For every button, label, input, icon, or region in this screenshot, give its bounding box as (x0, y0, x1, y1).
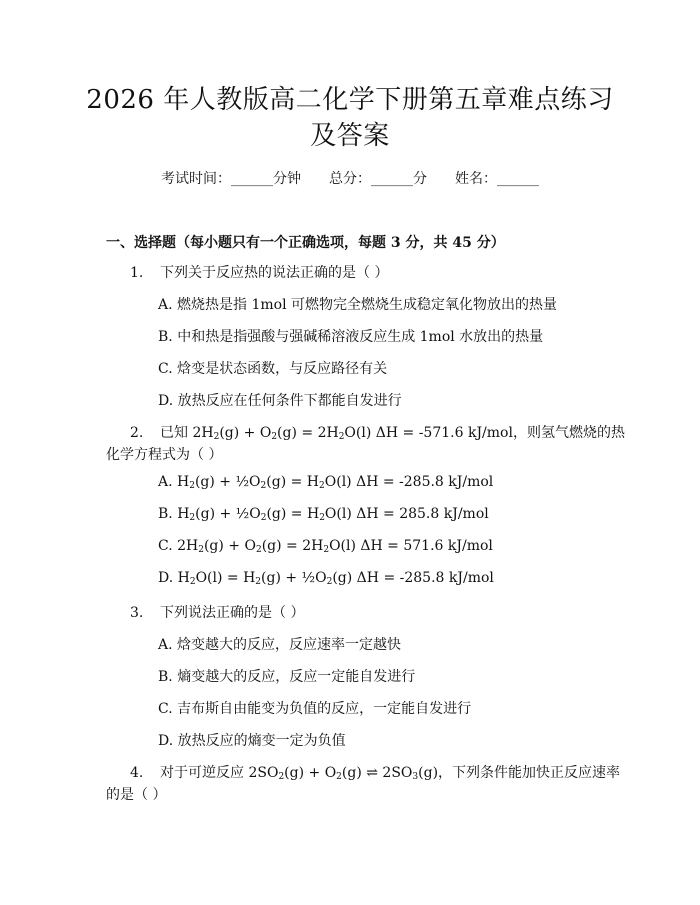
option-3a: A. 焓变越大的反应，反应速率一定越快 (158, 637, 402, 653)
subscript: 2 (271, 432, 278, 442)
question-3 (130, 602, 304, 622)
option-1d: D. 放热反应在任何条件下都能自发进行 (158, 393, 402, 409)
document-title-line-1: 2026 年人教版高二化学下册第五章难点练习 (86, 85, 614, 115)
document-title-line-2: 及答案 (310, 121, 390, 151)
subscript: 2 (278, 772, 285, 782)
question-number: 4. (130, 765, 144, 781)
question-2 (130, 422, 625, 442)
question-2-continuation: 化学方程式为（ ） (106, 447, 223, 463)
option-1a: A. 燃烧热是指 1mol 可燃物完全燃烧生成稳定氧化物放出的热量 (158, 297, 557, 313)
question-1 (130, 262, 388, 282)
question-4 (130, 762, 620, 782)
question-stem-part: O(l) ΔH = -571.6 kJ/mol，则氢气燃烧的热 (344, 425, 625, 441)
question-stem-part: (g) = 2H (277, 425, 339, 441)
option-1c: C. 焓变是状态函数，与反应路径有关 (158, 361, 388, 377)
exam-info-line (0, 168, 700, 188)
question-number: 3. (130, 605, 144, 621)
question-stem-part: 对于可逆反应 2SO (160, 765, 279, 781)
subscript: 3 (412, 772, 419, 782)
option-3c: C. 吉布斯自由能变为负值的反应，一定能自发进行 (158, 701, 472, 717)
option-2a: A. $H_2(g)$ + $\frac{1}{2}O_2(g) = H_2O(l) \Delta H = -285.8$ kJ/mol (158, 474, 494, 491)
question-stem-part: (g) ⇌ 2SO (341, 765, 413, 781)
question-stem: 下列说法正确的是（ ） (160, 605, 305, 621)
subscript: 2 (213, 432, 220, 442)
question-stem-part: (g) + O (284, 765, 337, 781)
student-name-field: 姓名：______ (455, 171, 539, 187)
question-number: 2. (130, 425, 144, 441)
option-2d: D. $H_2O(l) = H_2(g)$ + $\frac{1}{2}O_2(g) \Delta H = -285.8$ kJ/mol (158, 570, 494, 587)
section-heading: 一、选择题（每小题只有一个正确选项，每题 3 分，共 45 分） (106, 235, 505, 251)
subscript: 2 (338, 432, 345, 442)
option-1b: B. 中和热是指强酸与强碱稀溶液反应生成 1mol 水放出的热量 (158, 329, 544, 345)
question-number: 1. (130, 265, 144, 281)
option-2b: B. $H_2(g)$ + $\frac{1}{2}O_2(g) = H_2O(l) \Delta H = 285.8$ kJ/mol (158, 506, 489, 523)
option-3b: B. 熵变越大的反应，反应一定能自发进行 (158, 669, 416, 685)
question-stem-part: (g) + O (219, 425, 272, 441)
option-3d: D. 放热反应的熵变一定为负值 (158, 733, 346, 749)
question-stem-part: (g)，下列条件能加快正反应速率 (418, 765, 621, 781)
question-stem-part: 已知 2H (160, 425, 214, 441)
total-score-field: 总分：______分 (329, 171, 427, 187)
subscript: 2 (336, 772, 342, 782)
exam-time-field: 考试时间：______分钟 (161, 171, 301, 187)
question-4-continuation: 的是（ ） (106, 787, 167, 803)
question-stem: 下列关于反应热的说法正确的是（ ） (160, 265, 389, 281)
option-2c: C. $2H_2(g) + O_2(g) = 2H_2O(l) \Delta H = 571.6$ kJ/mol (158, 538, 493, 555)
